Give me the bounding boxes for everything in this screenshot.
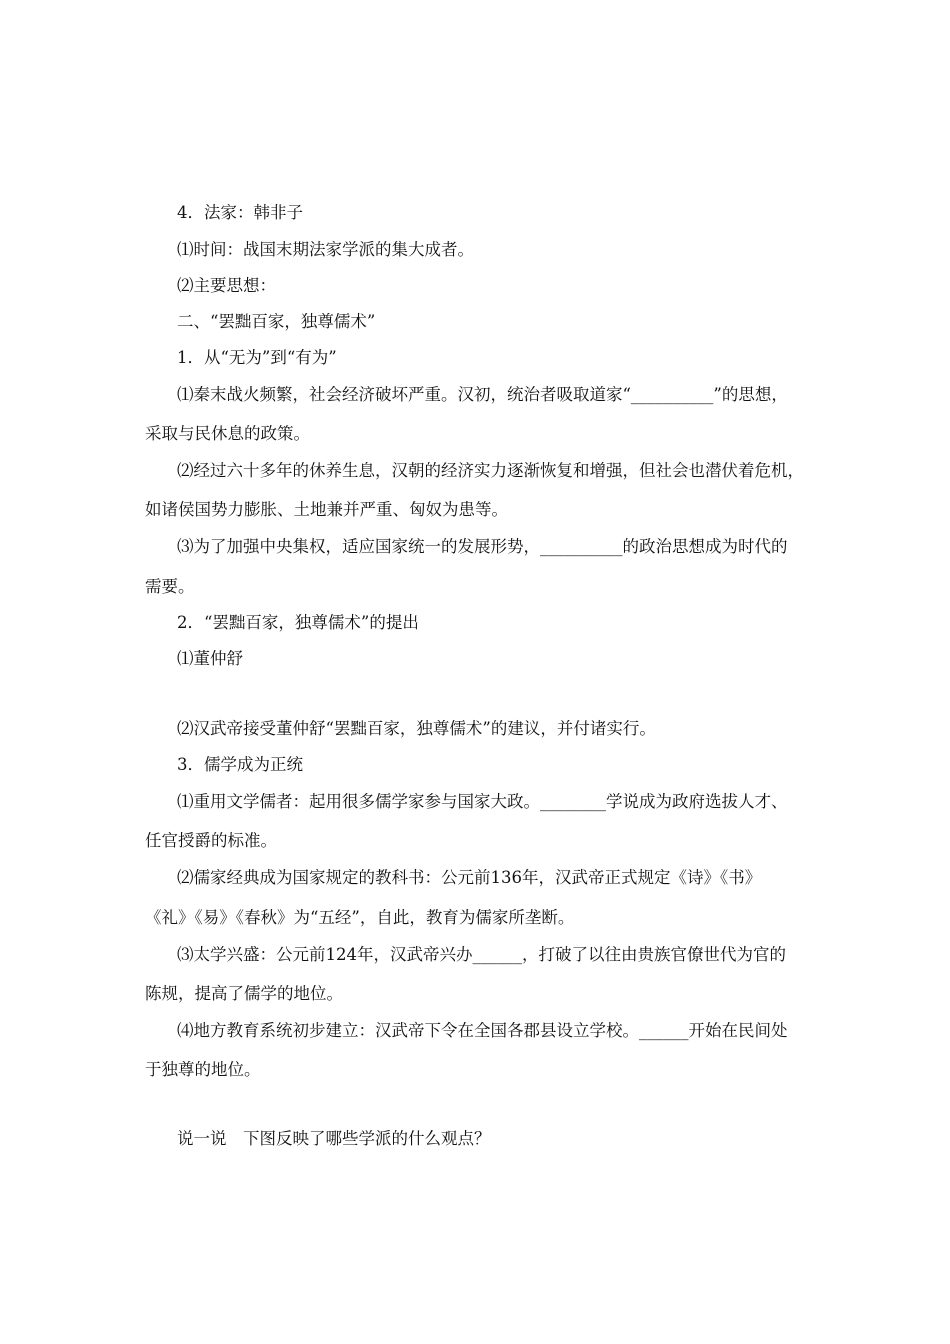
paragraph-1-3-line-2: 需要。 xyxy=(145,577,195,596)
dong-zhongshu-item: ⑴董仲舒 xyxy=(177,649,243,668)
subsection-3-heading: 3．儒学成为正统 xyxy=(177,755,303,774)
paragraph-3-4-line-1: ⑷地方教育系统初步建立：汉武帝下令在全国各郡县设立学校。______开始在民间处 xyxy=(177,1021,788,1040)
paragraph-1-1-line-1: ⑴秦末战火频繁，社会经济破坏严重。汉初，统治者吸取道家“__________”的思想， xyxy=(177,385,788,404)
part-two-heading: 二、“罢黜百家，独尊儒术” xyxy=(177,312,376,331)
discussion-prompt: 说一说 下图反映了哪些学派的什么观点？ xyxy=(177,1129,491,1148)
paragraph-3-2-line-1: ⑵儒家经典成为国家规定的教科书：公元前136年，汉武帝正式规定《诗》《书》 xyxy=(177,868,762,887)
subsection-2-heading: 2．“罢黜百家，独尊儒术”的提出 xyxy=(177,613,419,632)
paragraph-3-1-line-1: ⑴重用文学儒者：起用很多儒学家参与国家大政。________学说成为政府选拔人才、 xyxy=(177,792,788,811)
paragraph-3-1-line-2: 任官授爵的标准。 xyxy=(145,831,277,850)
paragraph-1-2-line-1: ⑵经过六十多年的休养生息，汉朝的经济实力逐渐恢复和增强，但社会也潜伏着危机， xyxy=(177,461,804,480)
paragraph-1-2-line-2: 如诸侯国势力膨胀、土地兼并严重、匈奴为患等。 xyxy=(145,500,508,519)
subsection-1-heading: 1．从“无为”到“有为” xyxy=(177,348,337,367)
paragraph-1-3-line-1: ⑶为了加强中央集权，适应国家统一的发展形势，__________的政治思想成为时代的 xyxy=(177,537,788,556)
paragraph-2-2: ⑵汉武帝接受董仲舒“罢黜百家，独尊儒术”的建议，并付诸实行。 xyxy=(177,719,656,738)
paragraph-3-4-line-2: 于独尊的地位。 xyxy=(145,1060,261,1079)
legalist-time-item: ⑴时间：战国末期法家学派的集大成者。 xyxy=(177,240,474,259)
legalist-thought-item: ⑵主要思想： xyxy=(177,276,276,295)
paragraph-3-3-line-2: 陈规，提高了儒学的地位。 xyxy=(145,984,343,1003)
paragraph-3-3-line-1: ⑶太学兴盛：公元前124年，汉武帝兴办______，打破了以往由贵族官僚世代为官的 xyxy=(177,945,786,964)
section-legalist-heading: 4．法家：韩非子 xyxy=(177,203,303,222)
paragraph-1-1-line-2: 采取与民休息的政策。 xyxy=(145,424,310,443)
paragraph-3-2-line-2: 《礼》《易》《春秋》为“五经”，自此，教育为儒家所垄断。 xyxy=(145,908,575,927)
